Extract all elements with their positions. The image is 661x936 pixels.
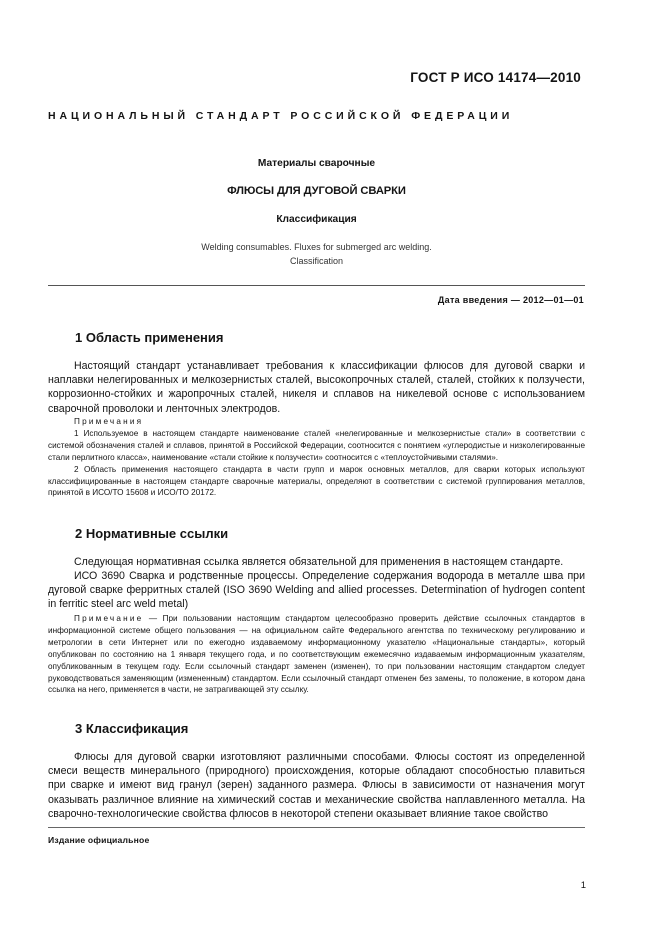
section-2-reference: ИСО 3690 Сварка и родственные процессы. Определение содержания водорода в металле шва при дуговой сварке ферритных сталей (ISO 3690 Welding and allied processes. Determination of hydrogen content in ferritic steel arc weld metal) xyxy=(48,570,585,611)
english-title xyxy=(48,240,585,268)
page-number: 1 xyxy=(580,880,586,891)
official-edition-label: Издание официальное xyxy=(48,835,150,845)
english-title-line-1: Welding consumables. Fluxes for submerged arc welding. xyxy=(201,242,432,252)
english-title-line-2: Classification xyxy=(289,256,344,266)
note-2: 2 Область применения настоящего стандарта в части групп и марок основных металлов, для сварки которых используют классифицированные в настоящем стандарте сварочные материалы, определяют в соответствии с системой группирования металлов, принятой в ИСО/ТО 15608 и ИСО/ТО 20172. xyxy=(48,464,585,498)
title-divider xyxy=(48,285,585,286)
section-1-paragraph: Настоящий стандарт устанавливает требования к классификации флюсов для дуговой сварки и наплавки нелегированных и мелкозернистых сталей, высокопрочных сталей, сталей, стойких к ползучести, коррозионно-стойких и жаропрочных сталей, никеля и сплавов на никелевой основе с использованием сварочной проволоки и ленточных электродов. xyxy=(48,360,585,415)
section-3-paragraph: Флюсы для дуговой сварки изготовляют различными способами. Флюсы состоят из определенной смеси веществ минерального (природного) происхождения, которые обладают способностью плавиться при сварке и имеют вид гранул (зерен) заданного размера. Флюсы в зависимости от назначения могут оказывать различное влияние на химический состав и механические свойства наплавленного металла. На сварочно-технологические свойства флюсов в некоторой степени оказывает влияние такое свойство xyxy=(48,751,585,820)
document-title: ФЛЮСЫ ДЛЯ ДУГОВОЙ СВАРКИ xyxy=(227,185,406,197)
footer-divider xyxy=(48,827,585,828)
section-2-heading: 2 Нормативные ссылки xyxy=(75,526,229,541)
document-group-title: Материалы сварочные xyxy=(257,158,376,169)
section-1-notes xyxy=(48,416,585,499)
section-1-heading: 1 Область применения xyxy=(75,330,224,345)
note-1: 1 Используемое в настоящем стандарте наименование сталей «нелегированные и мелкозернистые стали» в соответствии с системой обозначения сталей и сплавов, принятой в Российской Федерации, соотносится с понятием «углеродистые и низколегированные стали перлитного класса», наименование «стали стойкие к ползучести» соотносится с «теплоустойчивыми сталями». xyxy=(48,428,585,462)
national-standard-banner: НАЦИОНАЛЬНЫЙ СТАНДАРТ РОССИЙСКОЙ ФЕДЕРАЦИИ xyxy=(48,110,514,122)
section-2-note: Примечание — При пользовании настоящим стандартом целесообразно проверить действие ссылочных стандартов в информационной системе общего пользования — на официальном сайте Федерального агентства по техническому регулированию и метрологии в сети Интернет или по ежегодно издаваемому информационному указателю «Национальные стандарты», который опубликован по состоянию на 1 января текущего года, и по соответствующим ежемесячно издаваемым информационным указателям, опубликованным в текущем году. Если ссылочный стандарт заменен (изменен), то при пользовании настоящим стандартом следует руководствоваться заменяющим (измененным) стандартом. Если ссылочный стандарт отменен без замены, то положение, в котором дана ссылка на него, применяется в части, не затрагивающей эту ссылку. xyxy=(48,614,585,695)
notes-label: Примечания xyxy=(74,417,144,426)
standard-number: ГОСТ Р ИСО 14174—2010 xyxy=(410,70,581,85)
introduction-date: Дата введения — 2012—01—01 xyxy=(437,295,584,305)
section-2-paragraph-1: Следующая нормативная ссылка является обязательной для применения в настоящем стандарте. xyxy=(74,556,564,568)
section-3-heading: 3 Классификация xyxy=(75,721,189,736)
document-subtitle: Классификация xyxy=(276,214,357,225)
